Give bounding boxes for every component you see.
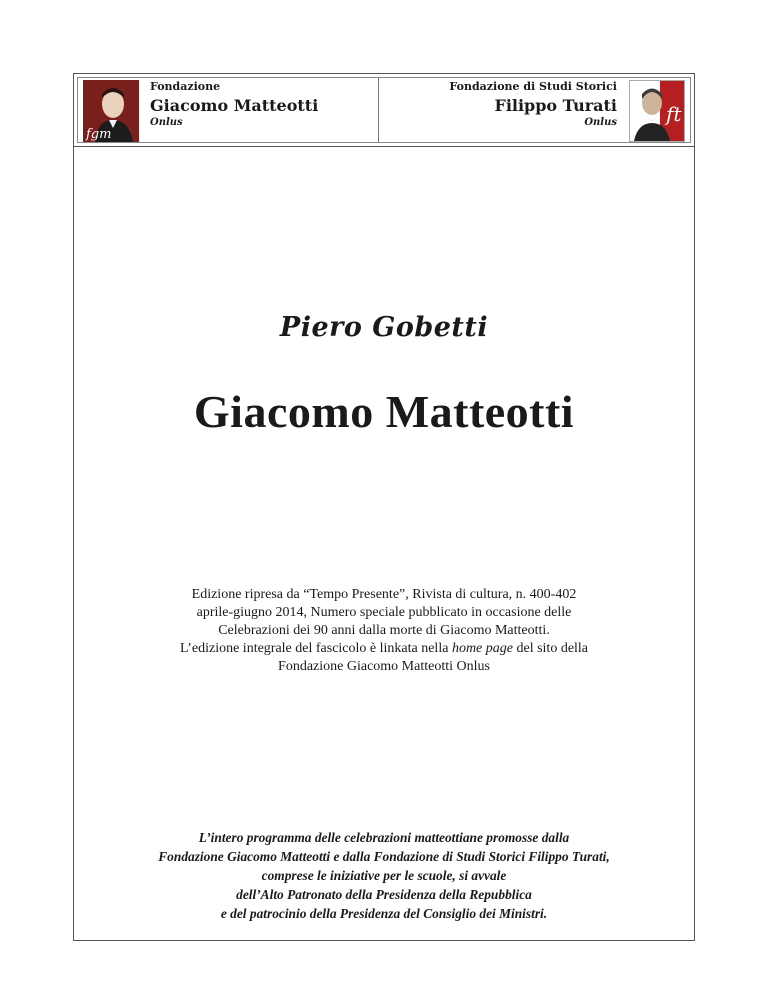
edition-line-5: Fondazione Giacomo Matteotti Onlus [278, 659, 490, 674]
matteotti-portrait-image [83, 80, 139, 142]
patronage-line-1: L’intero programma delle celebrazioni matteottiane promosse dalla [198, 830, 570, 845]
edition-line-4-post: del sito della [512, 641, 589, 656]
right-org-name: Filippo Turati [494, 96, 617, 115]
left-org-line1: Fondazione [150, 80, 221, 93]
turati-portrait-image [630, 81, 684, 141]
right-org-line1: Fondazione di Studi Storici [449, 80, 617, 93]
edition-line-4-pre: L’edizione integrale del fascicolo è linkata nella [179, 641, 452, 656]
right-org-onlus: Onlus [584, 117, 617, 128]
patronage-line-4: dell’Alto Patronato della Presidenza della Repubblica [236, 887, 532, 902]
edition-line-4 [100, 640, 668, 658]
matteotti-portrait-logo [83, 80, 139, 142]
edition-line-3: Celebrazioni dei 90 anni dalla morte di Giacomo Matteotti. [218, 623, 550, 638]
left-org-name: Giacomo Matteotti [150, 96, 319, 115]
patronage-line-2: Fondazione Giacomo Matteotti e dalla Fondazione di Studi Storici Filippo Turati, [158, 849, 610, 864]
page-frame [73, 73, 695, 941]
header-inner [77, 77, 691, 143]
edition-note [100, 586, 668, 676]
author-name: Piero Gobetti [279, 312, 489, 343]
header-bar [74, 74, 694, 147]
home-page-link-text: home page [451, 641, 513, 656]
edition-line-1: Edizione ripresa da “Tempo Presente”, Rivista di cultura, n. 400-402 [191, 587, 577, 602]
fgm-monogram: fgm [86, 127, 112, 142]
ft-monogram: ft [666, 102, 682, 126]
left-org-onlus: Onlus [150, 117, 183, 128]
book-title: Giacomo Matteotti [193, 386, 575, 437]
turati-portrait-logo [629, 80, 685, 142]
edition-line-2: aprile-giugno 2014, Numero speciale pubblicato in occasione delle [196, 605, 572, 620]
header-divider [378, 78, 379, 142]
patronage-line-5: e del patrocinio della Presidenza del Consiglio dei Ministri. [220, 906, 548, 921]
patronage-note [80, 828, 688, 923]
patronage-line-3: comprese le iniziative per le scuole, si avvale [261, 868, 507, 883]
